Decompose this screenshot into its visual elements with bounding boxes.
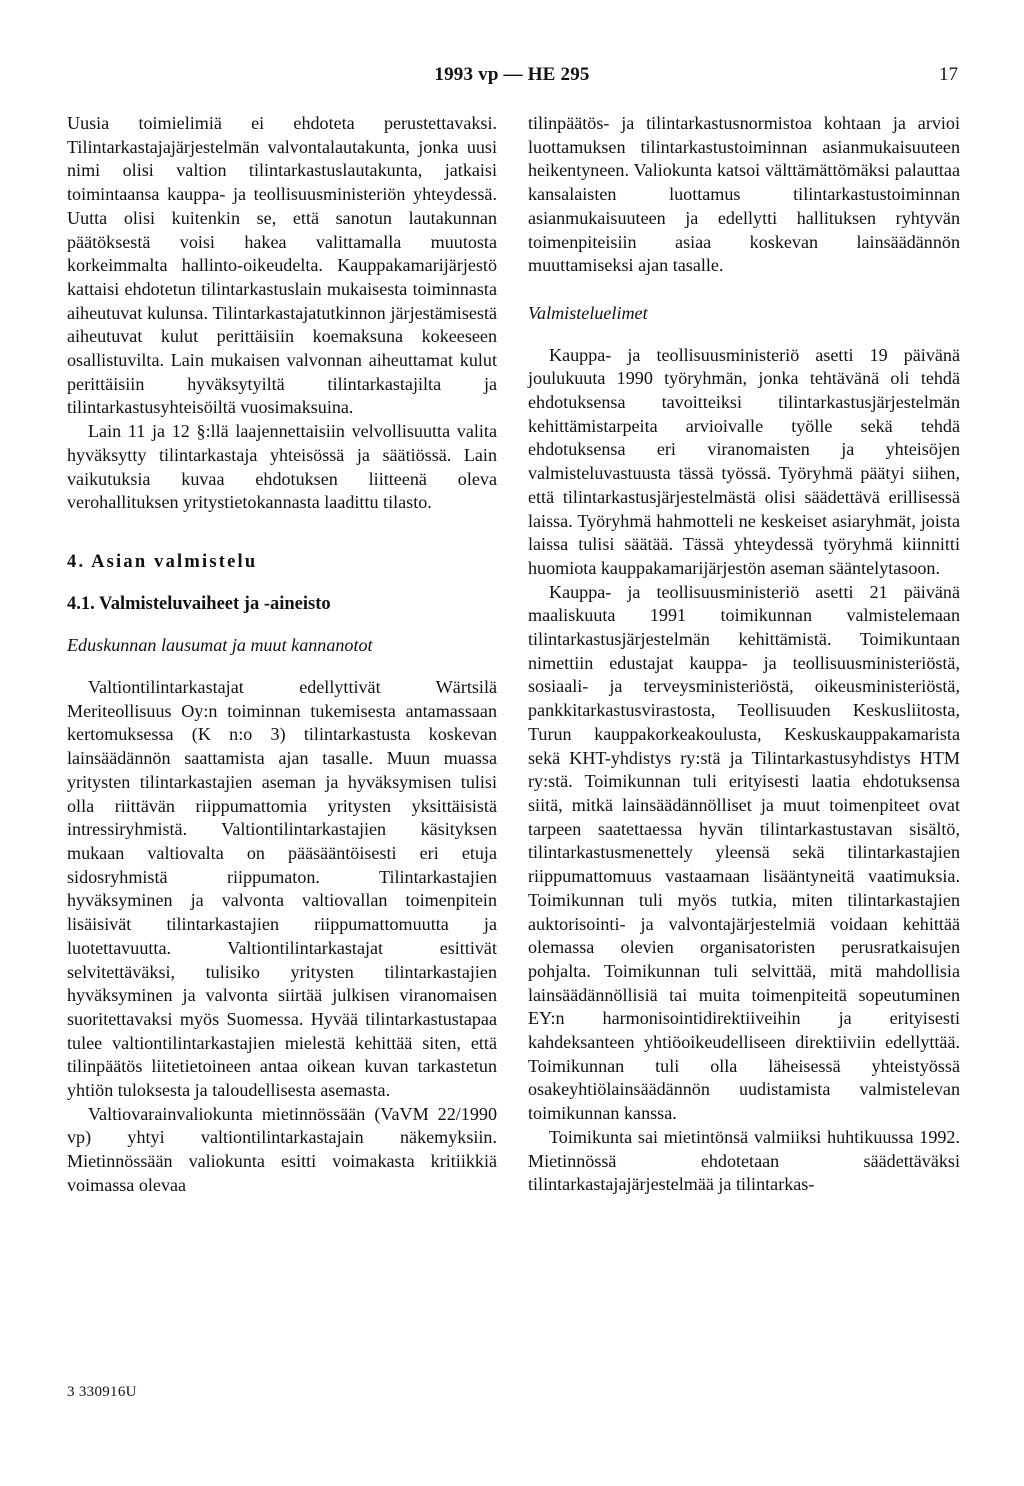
left-column: [67, 112, 497, 1198]
section-heading: 4. Asian valmistelu: [67, 551, 258, 572]
paragraph: Valtiovarainvaliokunta mietinnössään (VaVM 22/1990 vp) yhtyi valtiontilintarkastajain näkemyksiin. Mietinnössään valiokunta esitti voimakasta kritiikkiä voimassa olevaa: [67, 1103, 497, 1195]
paragraph: Kauppa- ja teollisuusministeriö asetti 21 päivänä maaliskuuta 1991 toimikunnan valmistelemaan tilintarkastusjärjestelmän kehittämistä. Toimikuntaan nimettiin edustajat kauppa- ja teollisuusministeriöstä, sosiaali- ja terveysministeriöstä, oikeusministeriöstä, pankkitarkastusvirastosta, Teollisuuden Keskusliitosta, Turun kauppakorkeakoulusta, Keskuskauppakamarista sekä KHT-yhdistys ry:stä ja Tilintarkastusyhdistys HTM ry:stä. Toimikunnan tuli erityisesti laatia ehdotuksensa siitä, mitkä lainsäädännölliset ja muut toimenpiteet ovat tarpeen saatettaessa hyvän tilintarkastustavan sisältö, tilintarkastusmenettely yleensä sekä tilintarkastajien riippumattomuus vastaamaan lisääntyneitä vaatimuksia. Toimikunnan tuli myös tutkia, miten tilintarkastajien auktorisointi- ja valvontajärjestelmiä voidaan kehittää olemassa olevien organisatoristen perusratkaisujen pohjalta. Toimikunnan tuli selvittää, mitä mahdollisia lainsäädännöllisiä tai muita toimenpiteitä sopeutuminen EY:n harmonisointidirektiiveihin ja erityisesti kahdeksanteen yhtiöoikeudelliseen direktiiviin edellyttää. Toimikunnan tuli olla läheisessä yhteistyössä osakeyhtiölainsäädännön uudistamista valmistelevan toimikunnan kanssa.: [528, 581, 960, 1124]
page-number: 17: [939, 64, 958, 85]
paragraph: Lain 11 ja 12 §:llä laajennettaisiin velvollisuutta valita hyväksytty tilintarkastaja yhteisössä ja säätiössä. Lain vaikutuksia kuvaa ehdotuksen liitteenä oleva verohallituksen yritystietokannasta laadittu tilasto.: [67, 421, 497, 513]
paragraph: Uusia toimielimiä ei ehdoteta perustettavaksi. Tilintarkastajajärjestelmän valvontalautakunta, jonka uusi nimi olisi valtion tilintarkastuslautakunta, jatkaisi toimintaansa kauppa- ja teollisuusministeriön yhteydessä. Uutta olisi kuitenkin se, että sanotun lautakunnan päätöksestä voisi hakea valittamalla muutosta korkeimmalta hallinto-oikeudelta. Kauppakamarijärjestö kattaisi ehdotetun tilintarkastuslain mukaisesta toiminnasta aiheutuvat kulunsa. Tilintarkastajatutkinnon järjestämisestä aiheutuvat kulut perittäisiin koemaksuna kokeeseen osallistuvilta. Lain mukaisen valvonnan aiheuttamat kulut perittäisiin hyväksytyiltä tilintarkastajilta ja tilintarkastusyhteisöiltä vuosimaksuina.: [67, 113, 497, 418]
italic-heading: Valmisteluelimet: [528, 302, 648, 323]
paragraph: Toimikunta sai mietintönsä valmiiksi huhtikuussa 1992. Mietinnössä ehdotetaan säädettäväksi tilintarkastajajärjestelmää ja tilintarkas-: [528, 1126, 960, 1195]
italic-heading: Eduskunnan lausumat ja muut kannanotot: [67, 635, 373, 656]
print-code: 3 330916U: [67, 1384, 137, 1400]
right-column: [528, 112, 960, 1197]
paragraph: tilinpäätös- ja tilintarkastusnormistoa kohtaan ja arvioi luottamuksen tilintarkastustoiminnan asianmukaisuuteen heikentyneen. Valiokunta katsoi välttämättömäksi palauttaa kansalaisten luottamus tilintarkastustoiminnan asianmukaisuuteen ja edellytti hallituksen ryhtyvän toimenpiteisiin asiaa koskevan lainsäädännön muuttamiseksi ajan tasalle.: [528, 113, 960, 276]
running-title: 1993 vp — HE 295: [434, 64, 590, 85]
subsection-heading: 4.1. Valmisteluvaiheet ja -aineisto: [67, 593, 331, 614]
paragraph: Kauppa- ja teollisuusministeriö asetti 19 päivänä joulukuuta 1990 työryhmän, jonka tehtävänä oli tehdä ehdotuksensa tavoitteiksi tilintarkastusjärjestelmän kehittämistarpeita arvioivalle työlle sekä tehdä ehdotuksensa eri viranomaisten ja yhteisöjen valmisteluvastuusta tässä työssä. Työryhmä päätyi siihen, että tilintarkastusjärjestelmästä olisi säädettävä erillisessä laissa. Työryhmä hahmotteli ne keskeiset asiaryhmät, joista laissa tulisi säätää. Tässä yhteydessä työryhmä kiinnitti huomiota kauppakamarijärjestön aseman sääntelytasoon.: [528, 344, 960, 578]
paragraph: Valtiontilintarkastajat edellyttivät Wärtsilä Meriteollisuus Oy:n toiminnan tukemisesta antamassaan kertomuksessa (K n:o 3) tilintarkastusta koskevan lainsäädännön saattamista ajan tasalle. Muun muassa yritysten tilintarkastajien aseman ja hyväksymisen tulisi olla riittävän riippumattomia yritysten yksittäisistä intressiryhmistä. Valtiontilintarkastajien käsityksen mukaan valtiovalta on pääsääntöisesti eri etuja sidosryhmistä riippumaton. Tilintarkastajien hyväksyminen ja valvonta valtiovallan toimenpitein lisäisivät tilintarkastajien riippumattomuutta ja luotettavuutta. Valtiontilintarkastajat esittivät selvitettäväksi, tulisiko yritysten tilintarkastajien hyväksyminen ja valvonta siirtää julkisen viranomaisen suoritettavaksi myös Suomessa. Hyvää tilintarkastustapaa tulee valtiontilintarkastajien mielestä kehittää siten, että tilinpäätös liitetietoineen antaa oikean kuvan tarkastetun yhtiön tuloksesta ja taloudellisesta asemasta.: [67, 677, 497, 1101]
